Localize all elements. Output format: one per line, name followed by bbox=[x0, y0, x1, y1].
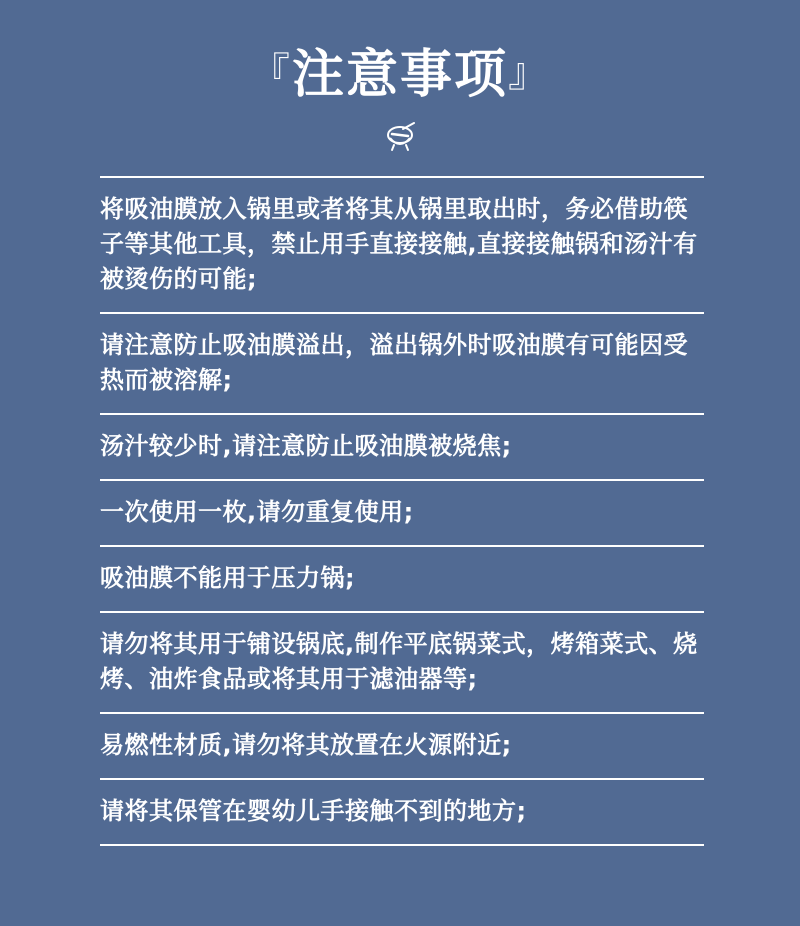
note-text: 易燃性材质,请勿将其放置在火源附近; bbox=[100, 731, 512, 759]
note-text: 吸油膜不能用于压力锅; bbox=[100, 564, 356, 592]
title-text: 注意事项 bbox=[291, 45, 508, 105]
note-text: 请注意防止吸油膜溢出，溢出锅外时吸油膜有可能因受热而被溶解; bbox=[100, 331, 688, 394]
note-text: 将吸油膜放入锅里或者将其从锅里取出时，务必借助筷子等其他工具，禁止用手直接接触,直接接触锅和汤汁有被烫伤的可能; bbox=[100, 195, 698, 293]
list-item bbox=[100, 176, 704, 312]
list-item bbox=[100, 611, 704, 712]
list-item bbox=[100, 545, 704, 611]
note-text: 汤汁较少时,请注意防止吸油膜被烧焦; bbox=[100, 432, 512, 460]
title-bracket-close: 』 bbox=[508, 50, 550, 96]
list-item bbox=[100, 413, 704, 479]
title-bracket-open: 『 bbox=[249, 50, 292, 96]
header bbox=[0, 38, 800, 110]
note-text: 请勿将其用于铺设锅底,制作平底锅菜式，烤箱菜式、烧烤、油炸食品或将其用于滤油器等; bbox=[100, 630, 698, 693]
pot-icon bbox=[383, 120, 417, 154]
list-item bbox=[100, 712, 704, 778]
list-item bbox=[100, 778, 704, 846]
list-item bbox=[100, 312, 704, 413]
list-item bbox=[100, 479, 704, 545]
note-text: 请将其保管在婴幼儿手接触不到的地方; bbox=[100, 797, 527, 825]
notes-list bbox=[100, 176, 704, 846]
note-text: 一次使用一枚,请勿重复使用; bbox=[100, 498, 414, 526]
page-title bbox=[250, 38, 550, 110]
